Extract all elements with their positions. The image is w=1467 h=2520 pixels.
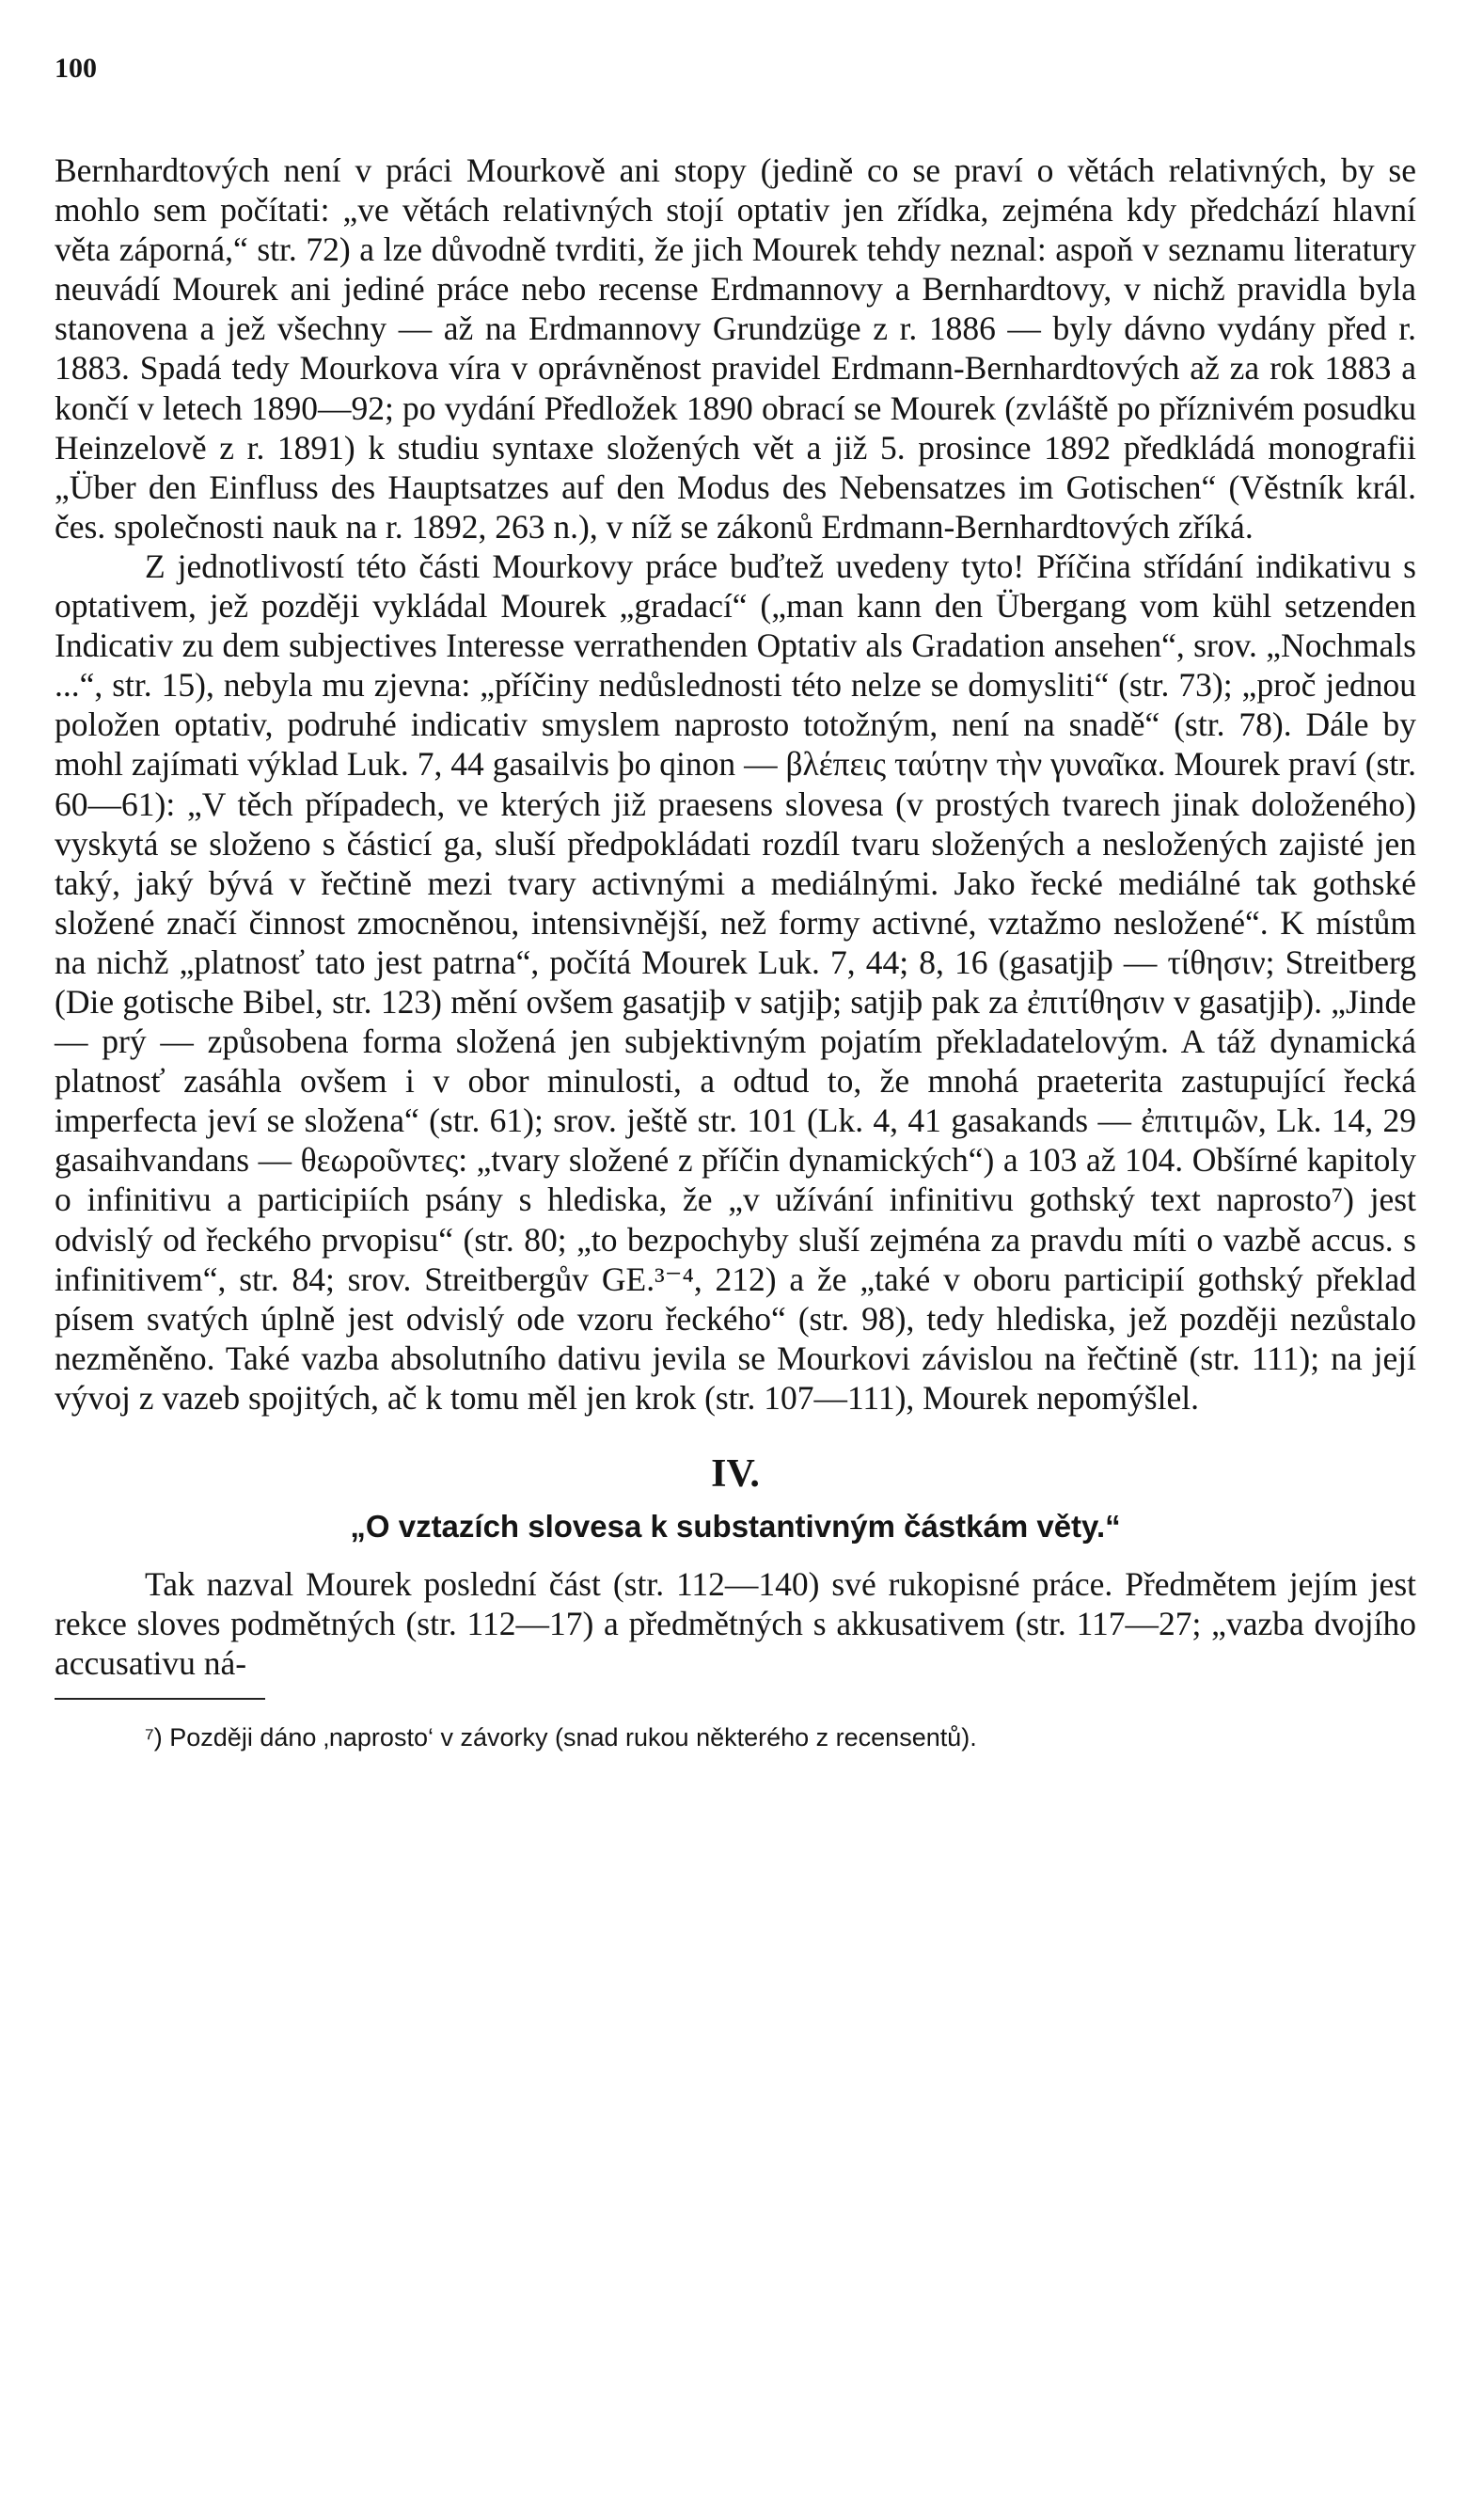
section-numeral: IV. [711,1452,760,1496]
paragraph: Bernhardtových není v práci Mourkově ani stopy (jedině co se praví o větách relativných, by se mohlo sem počítati: „ve větách relativných stojí optativ jen zřídka, zejména kdy předchází hlavní věta záporná,“ str. 72) a lze důvodně tvrditi, že jich Mourek tehdy neznal: aspoň v seznamu literatury neuvádí Mourek ani jediné práce nebo recense Erdmannovy a Bernhardtovy, v nichž pravidla byla stanovena a jež všechny — až na Erdmannovy Grundzüge z r. 1886 — byly dávno vydány před r. 1883. Spadá tedy Mourkova víra v oprávněnost pravidel Erdmann-Bernhardtových až za rok 1883 a končí v letech 1890—92; po vydání Předložek 1890 obrací se Mourek (zvláště po příznivém posudku Heinzelově z r. 1891) k studiu syntaxe složených vět a již 5. prosince 1892 předkládá monografii „Über den Einfluss des Hauptsatzes auf den Modus des Nebensatzes im Gotischen“ (Věstník král. čes. společnosti nauk na r. 1892, 263 n.), v níž se zákonů Erdmann-Bernhardtových zříká. [55,151,1416,546]
paragraph: Tak nazval Mourek poslední část (str. 112—140) své rukopisné práce. Předmětem jejím jest rekce sloves podmětných (str. 112—17) a předmětných s akkusativem (str. 117—27; „vazba dvojího accusativu ná- [55,1565,1416,1683]
section-title: „O vztazích slovesa k substantivným částkám věty.“ [350,1509,1121,1544]
paragraph: Z jednotlivostí této části Mourkovy práce buďtež uvedeny tyto! Příčina střídání indikativu s optativem, jež později vykládal Mourek „gradací“ („man kann den Übergang vom kühl setzenden Indicativ zu dem subjectives Interesse verrathenden Optativ als Gradation ansehen“, srov. „Nochmals ...“, str. 15), nebyla mu zjevna: „příčiny nedůslednosti této nelze se domysliti“ (str. 73); „proč jednou položen optativ, podruhé indicativ smyslem naprosto totožným, není na snadě“ (str. 78). Dále by mohl zajímati výklad Luk. 7, 44 gasailvis þo qinon — βλέπεις ταύτην τὴν γυναῖκα. Mourek praví (str. 60—61): „V těch případech, ve kterých již praesens slovesa (v prostých tvarech jinak doloženého) vyskytá se složeno s částicí ga, sluší předpokládati rozdíl tvaru složených a nesložených zajisté jen taký, jaký bývá v řečtině mezi tvary activnými a mediálnými. Jako řecké mediálné tak gothské složené značí činnost zmocněnou, intensivnější, než formy activné, vztažmo nesložené“. K místům na nichž „platnosť tato jest patrna“, počítá Mourek Luk. 7, 44; 8, 16 (gasatjiþ — τίθησιν; Streitberg (Die gotische Bibel, str. 123) mění ovšem gasatjiþ v satjiþ; satjiþ pak za ἐπιτίθησιν v gasatjiþ). „Jinde — prý — způsobena forma složená jen subjektivným pojatím překladatelovým. A táž dynamická platnosť zasáhla ovšem i v obor minulosti, a odtud to, že mnohá praeterita zastupující řecká imperfecta jeví se složena“ (str. 61); srov. ještě str. 101 (Lk. 4, 41 gasakands — ἐπιτιμῶν, Lk. 14, 29 gasaihvandans — θεωροῦντες: „tvary složené z příčin dynamických“) a 103 až 104. Obšírné kapitoly o infinitivu a participiích psány s hlediska, že „v užívání infinitivu gothský text naprosto⁷) jest odvislý od řeckého prvopisu“ (str. 80; „to bezpochyby sluší zejména za pravdu míti o vazbě accus. s infinitivem“, str. 84; srov. Streitbergův GE.³⁻⁴, 212) a že „také v oboru participií gothský překlad písem svatých úplně jest odvislý ode vzoru řeckého“ (str. 98), tedy hlediska, jež později nezůstalo nezměněno. Také vazba absolutního dativu jevila se Mourkovi závislou na řečtině (str. 111); na její vývoj z vazeb spojitých, ač k tomu měl jen krok (str. 107—111), Mourek nepomýšlel. [55,547,1416,1417]
footnote-divider [55,1698,265,1700]
footnote: ⁷) Později dáno ‚naprosto‘ v závorky (snad rukou některého z recensentů). [145,1723,977,1752]
body-text [55,151,1416,1754]
page-number: 100 [55,53,97,84]
